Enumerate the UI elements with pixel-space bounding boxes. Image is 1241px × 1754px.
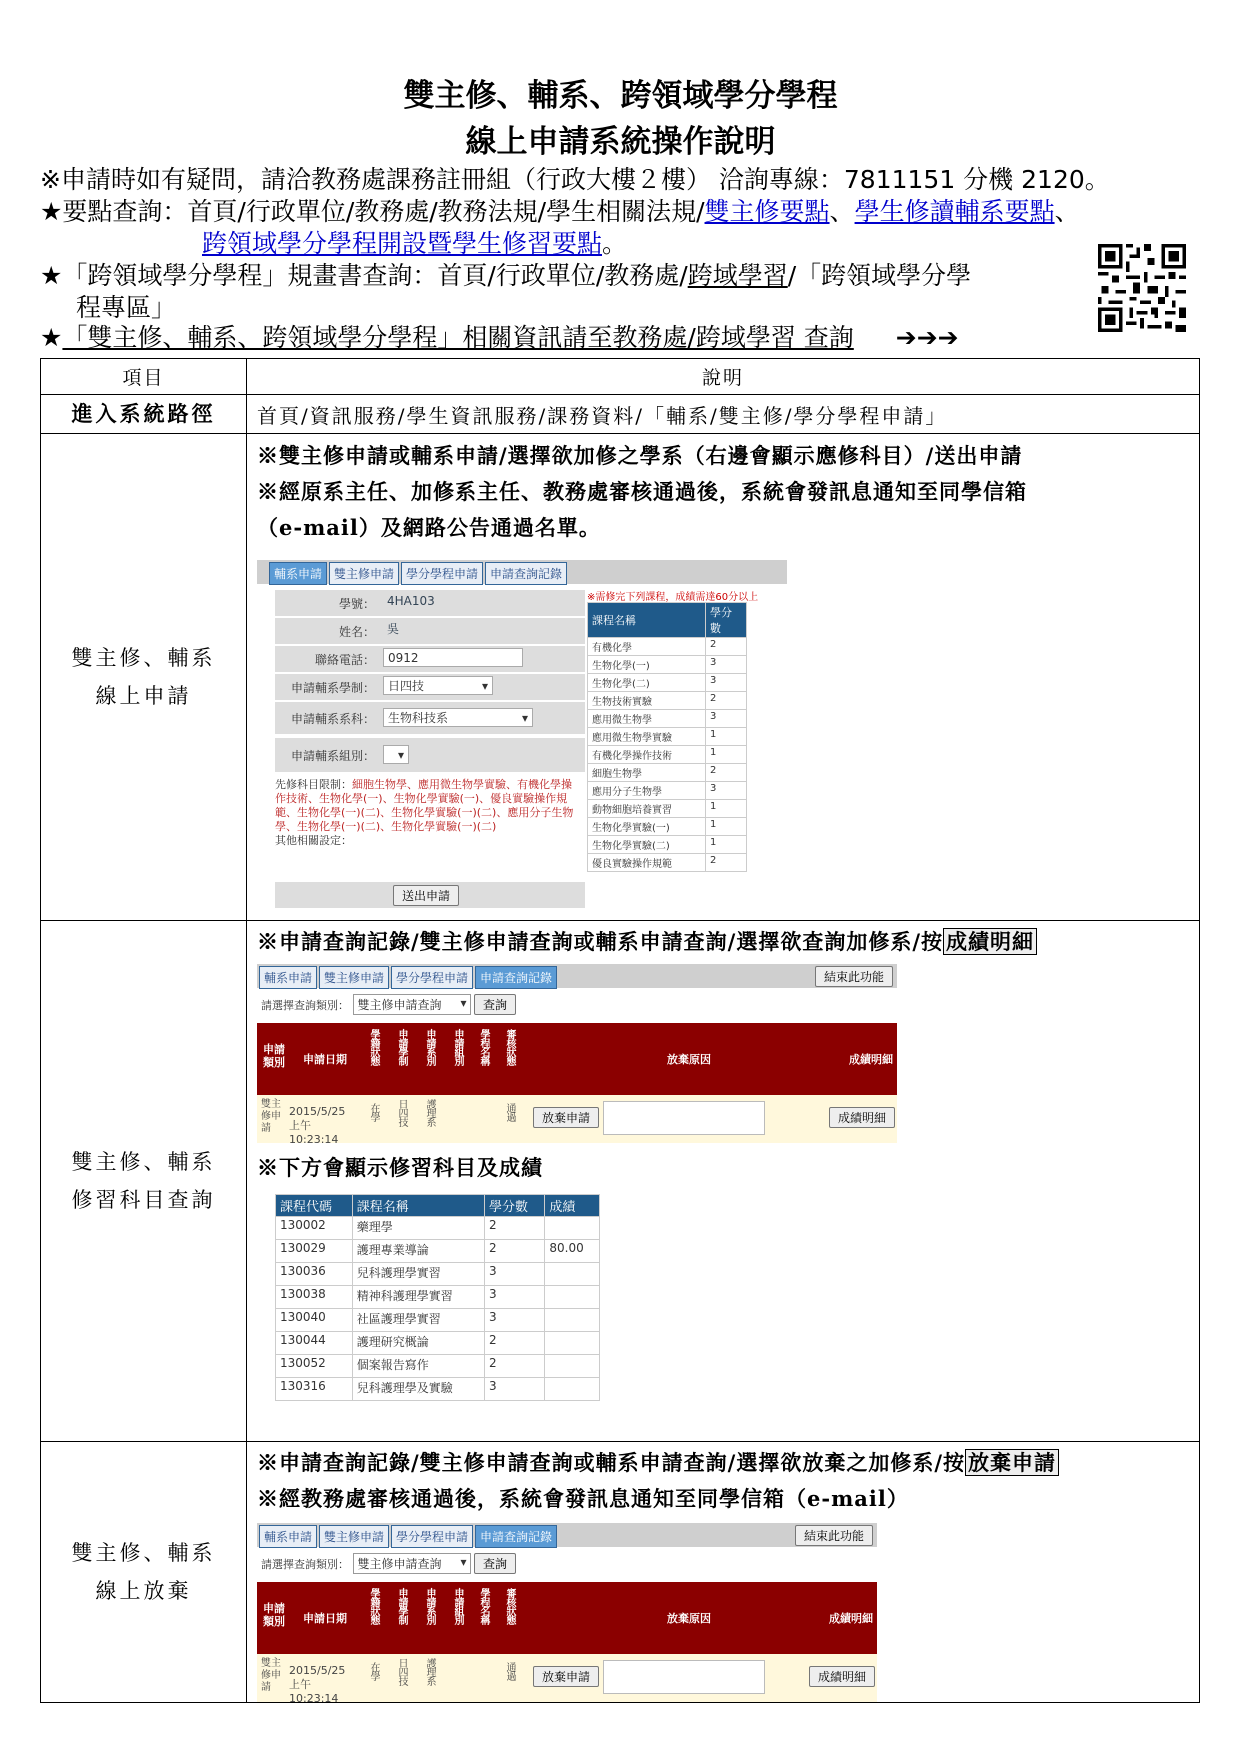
tab-program-apply[interactable]: 學分學程申請 [391,1525,473,1548]
required-course-credit: 1 [706,818,747,836]
row-path-desc: 首頁/資訊服務/學生資訊服務/課務資料/「輔系/雙主修/學分學程申請」 [247,395,1200,434]
col-program: 學程名稱 [478,1588,489,1624]
row-review: 通過 [504,1103,515,1121]
abandon-step1 [247,1445,1199,1481]
apply-step2: ※經原系主任、加修系主任、教務處審核通過後，系統會發訊息通知至同學信箱 [257,479,1027,504]
row-abandon-desc [247,1442,1200,1703]
credit-header: 學分數 [706,603,747,638]
abandon-screenshot [257,1523,877,1705]
required-course-name: 細胞生物學 [588,764,706,782]
col-status: 學籍狀態 [368,1588,379,1624]
grade-row [276,1378,600,1401]
col-date: 申請日期 [303,1612,347,1625]
tab-program-apply[interactable]: 學分學程申請 [391,966,473,989]
row-apply-label-1: 雙主修、輔系 [71,646,216,670]
required-course-name: 應用分子生物學 [588,782,706,800]
grade-course-name: 精神科護理學實習 [352,1286,484,1309]
required-course-credit: 3 [706,656,747,674]
grade-score [545,1332,600,1355]
points-sep: 、 [829,197,855,226]
abandon-apply-label: 放棄申請 [965,1449,1059,1476]
other-label: 其他相關設定： [275,834,352,847]
apply-screenshot [257,560,787,910]
prereq-block [275,778,575,848]
required-course-row [588,764,747,782]
row-abandon-label-2: 線上放棄 [95,1579,192,1603]
col-reason: 放棄原因 [667,1053,711,1066]
col-group: 申請組別 [452,1029,463,1065]
required-course-credit: 2 [706,854,747,872]
col-review: 審核狀態 [504,1029,515,1065]
col-status: 學籍狀態 [368,1029,379,1065]
col-reason: 放棄原因 [667,1612,711,1625]
tab-minor-apply[interactable]: 輔系申請 [269,562,327,585]
row-status: 在學 [368,1103,379,1121]
row-query-desc [247,921,1200,1442]
query-button[interactable]: 查詢 [474,1553,516,1574]
required-course-row [588,800,747,818]
tab-query-records[interactable]: 申請查詢記錄 [475,1525,557,1548]
col-school: 申請學制 [396,1588,407,1624]
grade-score [545,1355,600,1378]
tab-double-major-apply[interactable]: 雙主修申請 [319,1525,389,1548]
name-value: 吳 [387,622,400,636]
grade-credit: 2 [484,1217,544,1240]
grade-course-name: 護理專業導論 [352,1240,484,1263]
grade-score [545,1217,600,1240]
row-path-label: 進入系統路徑 [41,395,247,434]
dept-row [275,702,585,734]
query-type-value: 雙主修申請查詢 [357,1557,442,1571]
grade-code: 130044 [276,1332,353,1355]
required-course-credit: 2 [706,692,747,710]
points-end: 。 [602,229,628,258]
required-course-row [588,692,747,710]
col-dept: 申請系別 [424,1029,435,1065]
grade-code: 130316 [276,1378,353,1401]
name-row [275,618,585,644]
dept-select[interactable] [383,708,533,727]
required-course-credit: 3 [706,710,747,728]
grade-row [276,1286,600,1309]
apply-step1: ※雙主修申請或輔系申請/選擇欲加修之學系（右邊會顯示應修科目）/送出申請 [257,443,1023,468]
col-school: 申請學制 [396,1029,407,1065]
tab-double-major-apply[interactable]: 雙主修申請 [319,966,389,989]
grade-credit: 3 [484,1378,544,1401]
grades-header-score: 成績 [545,1195,600,1217]
grade-credit: 3 [484,1309,544,1332]
col-date: 申請日期 [303,1053,347,1066]
required-course-row [588,656,747,674]
record-row [257,1095,897,1146]
grade-credit: 2 [484,1332,544,1355]
grade-score [545,1286,600,1309]
tab-query-records[interactable]: 申請查詢記錄 [485,562,567,585]
phone-input[interactable]: 0912 [383,648,523,667]
group-row [275,738,585,772]
grade-course-name: 社區護理學實習 [352,1309,484,1332]
required-course-row [588,746,747,764]
row-apply-label-2: 線上申請 [95,684,192,708]
grade-code: 130036 [276,1263,353,1286]
abandon-step2: ※經教務處審核通過後，系統會發訊息通知至同學信箱（e-mail） [257,1486,909,1511]
chevron-down-icon: ▾ [521,711,528,725]
submit-apply-button[interactable]: 送出申請 [393,885,459,906]
instruction-table [40,358,1200,1703]
grade-score [545,1309,600,1332]
info-text: 「雙主修、輔系、跨領域學分學程」相關資訊請至教務處/跨域學習 查詢 [62,323,854,352]
prereq-label: 先修科目限制： [275,778,352,791]
query-screenshot [257,964,897,1146]
row-status: 在學 [368,1662,379,1680]
abandon-reason-input[interactable] [603,1101,765,1135]
query-button[interactable]: 查詢 [474,994,516,1015]
required-course-credit: 1 [706,728,747,746]
points-sep2: 、 [1054,197,1080,226]
record-row [257,1654,877,1705]
points-note-cont [202,224,627,260]
plan-prefix: ★「跨領域學分學程」規畫書查詢：首頁/行政單位/教務處/ [40,261,688,290]
tab-program-apply[interactable]: 學分學程申請 [401,562,483,585]
group-select[interactable] [383,745,409,764]
points-prefix: ★要點查詢：首頁/行政單位/教務處/教務法規/學生相關法規/ [40,197,705,226]
query-type-label: 請選擇查詢類別： [261,1558,349,1571]
query-step1-text: ※申請查詢記錄/雙主修申請查詢或輔系申請查詢/選擇欲查詢加修系/按 [257,929,944,954]
prereq-text: 細胞生物學、應用微生物學實驗、有機化學操作技術、生物化學(一)、生物化學實驗(一)、優良實驗操作規範、生物化學(一)(二)、生物化學實驗(一)(二)、應用分子生物學、生物化學(一)(二)、生物化學實驗(一)(二) [275,778,574,833]
dept-value: 生物科技系 [388,711,449,725]
col-dept: 申請系別 [424,1588,435,1624]
abandon-apply-button[interactable]: 放棄申請 [533,1107,599,1128]
row-abandon-label-1: 雙主修、輔系 [71,1541,216,1565]
records-header [257,1582,877,1654]
query-tabbar [257,964,897,988]
header-item: 項目 [41,359,247,395]
grade-score: 80.00 [545,1240,600,1263]
end-function-button[interactable]: 結束此功能 [795,1525,873,1546]
plan-note [40,256,971,292]
row-school: 日四技 [396,1658,407,1685]
row-type: 雙主修申請 [261,1099,281,1134]
grades-table [275,1194,600,1401]
arrow-icon: ➔➔➔ [895,323,959,352]
info-star: ★ [40,323,63,352]
submit-row [275,882,585,908]
required-course-credit: 1 [706,800,747,818]
grades-header-credit: 學分數 [484,1195,544,1217]
query-type-select[interactable] [353,994,471,1015]
required-course-row [588,854,747,872]
row-review: 通過 [504,1662,515,1680]
col-program: 學程名稱 [478,1029,489,1065]
double-major-rules-link[interactable]: 雙主修要點 [704,197,830,226]
required-course-credit: 1 [706,746,747,764]
query-type-row [261,994,897,1015]
required-course-row [588,728,747,746]
row-school: 日四技 [396,1099,407,1126]
grades-header-name: 課程名稱 [352,1195,484,1217]
row-query-label-2: 修習科目查詢 [71,1188,216,1212]
plan-mid: /「跨領域學分學 [787,261,972,290]
required-course-credit: 2 [706,638,747,656]
school-select[interactable] [383,676,493,695]
school-row [275,674,585,700]
required-course-row [588,782,747,800]
row-abandon-label [41,1442,247,1703]
grade-course-name: 護理研究概論 [352,1332,484,1355]
query-type-row [261,1553,877,1574]
row-date: 2015/5/25 上午 10:23:14 [289,1664,346,1705]
required-course-name: 動物細胞培養實習 [588,800,706,818]
query-type-label: 請選擇查詢類別： [261,999,349,1012]
row-type: 雙主修申請 [261,1658,281,1693]
chevron-down-icon: ▾ [460,1555,467,1569]
grade-course-name: 藥理學 [352,1217,484,1240]
required-note: ※需修完下列課程，成績需達60分以上 [587,592,759,603]
required-course-credit: 3 [706,782,747,800]
plan-note-cont: 程專區」 [76,293,177,322]
plan-crossdomain-link[interactable]: 跨域學習 [687,261,788,290]
school-value: 日四技 [388,679,425,693]
minor-rules-link[interactable]: 學生修讀輔系要點 [854,197,1055,226]
required-course-name: 應用微生物學 [588,710,706,728]
grade-row [276,1263,600,1286]
required-courses-table [587,602,747,872]
query-step2: ※下方會顯示修習科目及成績 [257,1155,543,1180]
query-type-value: 雙主修申請查詢 [357,998,442,1012]
grade-detail-button[interactable]: 成績明細 [829,1107,895,1128]
page-subtitle: 線上申請系統操作說明 [465,124,776,160]
grade-course-name: 兒科護理學及實驗 [352,1378,484,1401]
grade-credit: 2 [484,1355,544,1378]
grade-credit: 2 [484,1240,544,1263]
student-id-row [275,590,585,616]
phone-label: 聯絡電話： [314,653,375,667]
required-course-name: 應用微生物學實驗 [588,728,706,746]
qr-code-icon[interactable] [1098,244,1186,332]
student-id-label: 學號： [338,597,375,611]
col-type: 申請類別 [263,1043,285,1069]
col-detail: 成績明細 [829,1612,873,1625]
chevron-down-icon: ▾ [397,748,404,762]
required-course-name: 生物化學實驗(二) [588,836,706,854]
required-course-row [588,638,747,656]
grade-credit: 3 [484,1286,544,1309]
chevron-down-icon: ▾ [460,996,467,1010]
grade-course-name: 個案報告寫作 [352,1355,484,1378]
col-review: 審核狀態 [504,1588,515,1624]
row-date: 2015/5/25 上午 10:23:14 [289,1105,346,1146]
required-course-credit: 3 [706,674,747,692]
required-course-row [588,836,747,854]
query-step1 [247,924,1199,960]
cross-domain-rules-link[interactable]: 跨領域學分學程開設暨學生修習要點 [202,229,603,258]
grades-header-code: 課程代碼 [276,1195,353,1217]
grade-row [276,1355,600,1378]
grade-code: 130002 [276,1217,353,1240]
query-tabbar [257,1523,877,1547]
tab-double-major-apply[interactable]: 雙主修申請 [329,562,399,585]
grade-row [276,1332,600,1355]
grade-row [276,1240,600,1263]
grade-credit: 3 [484,1263,544,1286]
row-dept: 護理系 [424,1099,435,1126]
grade-score [545,1263,600,1286]
required-course-name: 生物技術實驗 [588,692,706,710]
grade-code: 130040 [276,1309,353,1332]
required-course-name: 生物化學(二) [588,674,706,692]
grade-row [276,1309,600,1332]
grades-screenshot [275,1194,605,1434]
page-title: 雙主修、輔系、跨領域學分學程 [403,78,838,114]
required-course-name: 生物化學(一) [588,656,706,674]
tab-query-records[interactable]: 申請查詢記錄 [475,966,557,989]
tab-minor-apply[interactable]: 輔系申請 [259,966,317,989]
contact-note: ※申請時如有疑問，請洽教務處課務註冊組（行政大樓２樓） 洽詢專線：7811151 分機 2120。 [40,165,1110,194]
dept-label: 申請輔系系科： [290,712,375,726]
grade-detail-button[interactable]: 成績明細 [809,1666,875,1687]
required-course-row [588,674,747,692]
required-course-row [588,818,747,836]
required-course-credit: 2 [706,764,747,782]
grade-row [276,1217,600,1240]
abandon-reason-input[interactable] [603,1660,765,1694]
tab-minor-apply[interactable]: 輔系申請 [259,1525,317,1548]
records-header [257,1023,897,1095]
row-dept: 護理系 [424,1658,435,1685]
school-label: 申請輔系學制： [290,681,375,695]
points-note [40,192,1080,228]
query-type-select[interactable] [353,1553,471,1574]
course-header: 課程名稱 [588,603,706,638]
end-function-button[interactable]: 結束此功能 [815,966,893,987]
student-id-value: 4HA103 [387,594,435,608]
row-apply-desc [247,434,1200,921]
row-query-label-1: 雙主修、輔系 [71,1150,216,1174]
chevron-down-icon: ▾ [481,679,488,693]
required-course-name: 有機化學操作技術 [588,746,706,764]
grade-code: 130029 [276,1240,353,1263]
info-note [40,318,959,354]
required-course-name: 有機化學 [588,638,706,656]
group-label: 申請輔系組別： [290,749,375,763]
col-detail: 成績明細 [849,1053,893,1066]
required-course-name: 生物化學實驗(一) [588,818,706,836]
apply-tabbar [257,560,787,584]
required-course-row [588,710,747,728]
abandon-apply-button[interactable]: 放棄申請 [533,1666,599,1687]
grade-code: 130052 [276,1355,353,1378]
col-group: 申請組別 [452,1588,463,1624]
row-apply-label [41,434,247,921]
col-type: 申請類別 [263,1602,285,1628]
apply-step3: （e-mail）及網路公告通過名單。 [257,515,601,540]
grade-code: 130038 [276,1286,353,1309]
header-desc: 說明 [247,359,1200,395]
phone-row [275,646,585,672]
row-query-label [41,921,247,1442]
name-label: 姓名： [338,625,375,639]
required-course-name: 優良實驗操作規範 [588,854,706,872]
grade-detail-label: 成績明細 [943,928,1037,955]
grade-score [545,1378,600,1401]
abandon-step1-text: ※申請查詢記錄/雙主修申請查詢或輔系申請查詢/選擇欲放棄之加修系/按 [257,1450,966,1475]
grade-course-name: 兒科護理學實習 [352,1263,484,1286]
required-course-credit: 1 [706,836,747,854]
